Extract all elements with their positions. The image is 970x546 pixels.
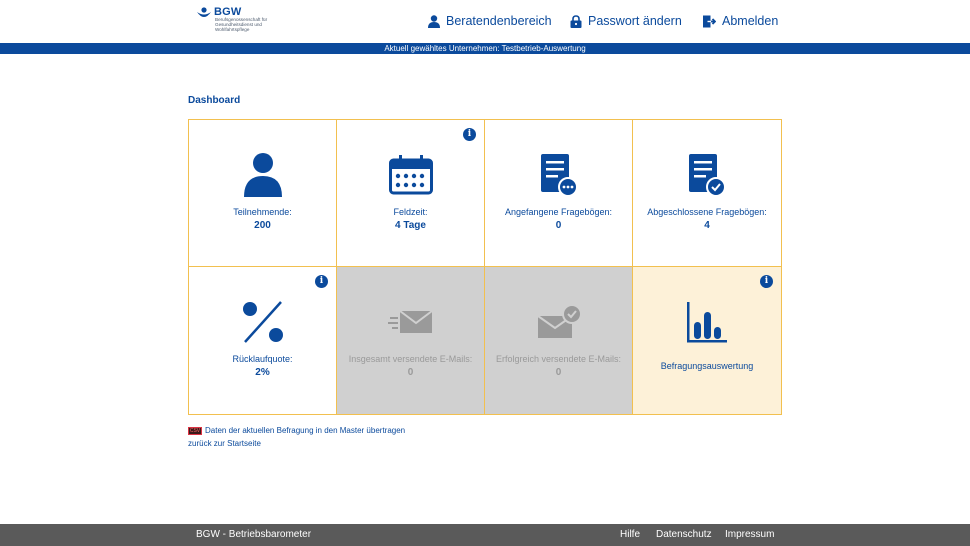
info-icon[interactable]: i	[760, 275, 773, 288]
document-pending-icon	[539, 153, 579, 197]
tile-response-rate[interactable]	[189, 267, 337, 414]
lock-icon	[570, 15, 582, 28]
person-icon	[243, 153, 283, 197]
footer-imprint-link[interactable]: Impressum	[725, 529, 775, 540]
footer-privacy-link[interactable]: Datenschutz	[656, 529, 712, 540]
bgw-logo-icon	[196, 7, 212, 21]
nav-advisor-label: Beratendenbereich	[446, 14, 552, 28]
participants-label: Teilnehmende:	[233, 207, 292, 217]
mail-sent-icon	[388, 307, 434, 337]
bgw-logo[interactable]	[196, 5, 276, 39]
evaluation-label: Befragungsauswertung	[660, 361, 754, 371]
info-icon[interactable]: i	[463, 128, 476, 141]
document-check-icon	[687, 153, 727, 197]
emails-delivered-label: Erfolgreich versendete E-Mails:	[495, 354, 622, 364]
tile-emails-sent	[337, 267, 485, 414]
tile-survey-evaluation[interactable]	[633, 267, 781, 414]
completed-label: Abgeschlossene Fragebögen:	[647, 207, 767, 217]
footer	[0, 524, 970, 546]
nav-password-label: Passwort ändern	[588, 14, 682, 28]
transfer-master-link[interactable]: Daten der aktuellen Befragung in den Master übertragen	[205, 426, 406, 435]
tile-participants[interactable]	[189, 120, 337, 267]
response-rate-value: 2%	[255, 367, 270, 378]
company-bar: Aktuell gewähltes Unternehmen: Testbetrieb-Auswertung	[0, 43, 970, 54]
nav-logout-label: Abmelden	[722, 14, 779, 28]
info-icon[interactable]: i	[315, 275, 328, 288]
response-rate-label: Rücklaufquote:	[232, 354, 293, 364]
user-icon	[428, 15, 440, 28]
dashboard-grid	[188, 119, 782, 415]
mail-check-icon	[536, 304, 582, 340]
back-to-start-link[interactable]: zurück zur Startseite	[188, 439, 261, 448]
emails-sent-label: Insgesamt versendete E-Mails:	[348, 354, 473, 364]
nav-logout[interactable]	[703, 13, 778, 29]
logout-icon	[703, 15, 716, 28]
tile-emails-delivered	[485, 267, 633, 414]
tile-started-questionnaires[interactable]	[485, 120, 633, 267]
tile-fieldtime[interactable]	[337, 120, 485, 267]
tile-completed-questionnaires[interactable]	[633, 120, 781, 267]
nav-change-password[interactable]	[570, 13, 682, 29]
bar-chart-icon	[685, 300, 729, 344]
nav-advisor-area[interactable]	[428, 13, 552, 29]
emails-delivered-value: 0	[555, 367, 562, 378]
fieldtime-value: 4 Tage	[395, 220, 426, 231]
participants-value: 200	[254, 220, 271, 231]
transfer-row[interactable]	[188, 424, 405, 437]
action-links	[188, 424, 405, 450]
page-title: Dashboard	[188, 95, 241, 106]
footer-brand: BGW - Betriebsbarometer	[196, 529, 312, 540]
calendar-icon	[389, 155, 433, 195]
footer-help-link[interactable]: Hilfe	[620, 529, 641, 540]
csv-icon: CSV	[189, 427, 201, 434]
started-value: 0	[555, 220, 562, 231]
logo-subtitle: Berufsgenossenschaft für Gesundheitsdienst und Wohlfahrtspflege	[215, 17, 268, 33]
started-label: Angefangene Fragebögen:	[504, 207, 613, 217]
header	[0, 0, 970, 43]
completed-value: 4	[704, 220, 710, 231]
logo-name: BGW	[214, 6, 242, 18]
percent-icon	[241, 300, 285, 344]
emails-sent-value: 0	[407, 367, 414, 378]
fieldtime-label: Feldzeit:	[393, 207, 428, 217]
